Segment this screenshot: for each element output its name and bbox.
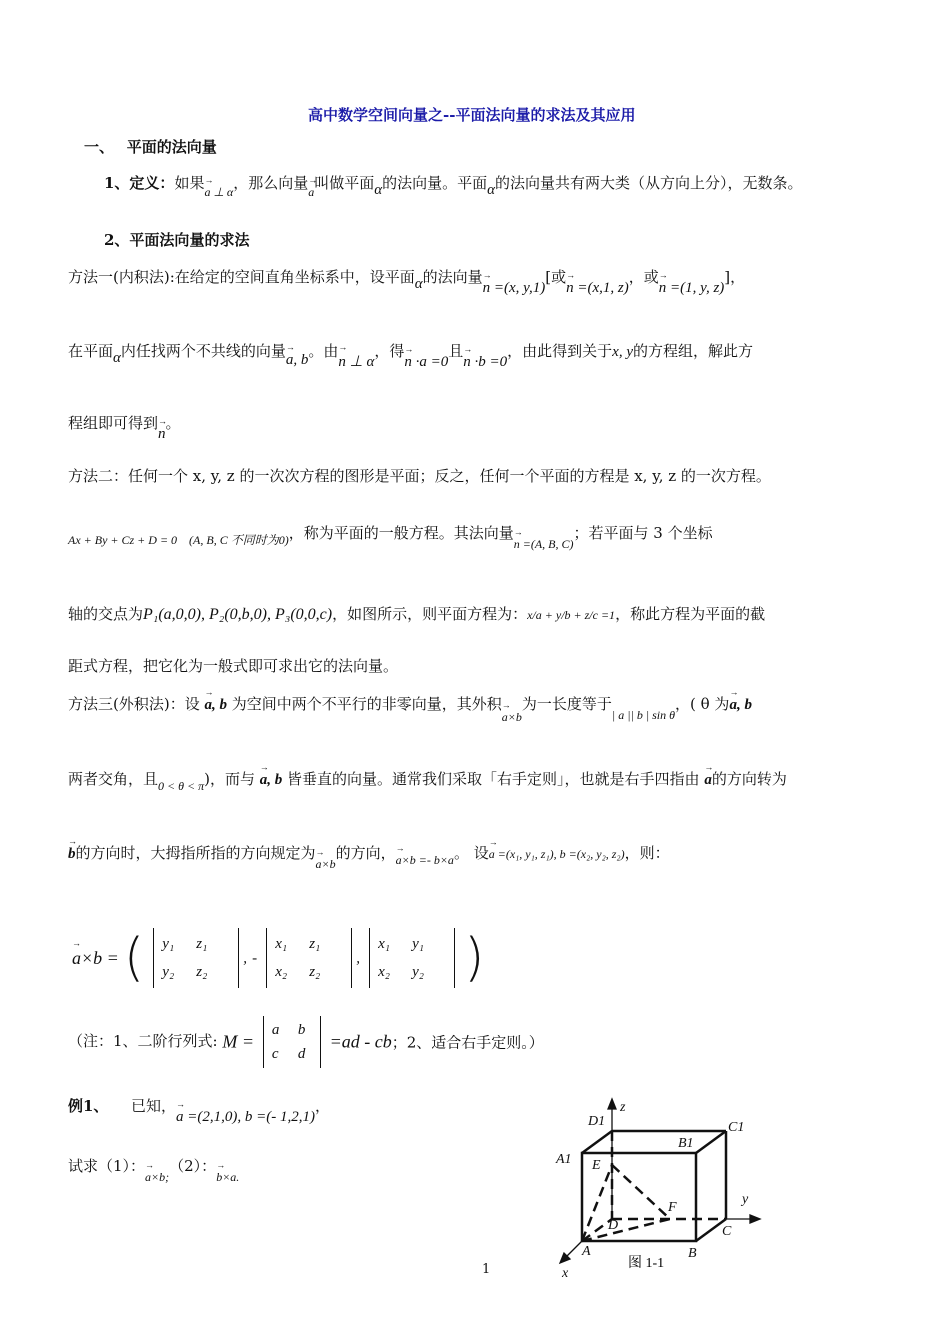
method3-line2: 两者交角，且$_{0 < \theta < \pi}$)，而与 → a, b 皆垂直的向量。通常我们采取「右手定则」，也就是右手四指由 → a的方向转为	[68, 768, 787, 794]
doc-title: 高中数学空间向量之--平面法向量的求法及其应用	[308, 106, 636, 124]
label-a: A	[582, 1244, 591, 1259]
method2-line4: 距式方程，把它化为一般式即可求出它的法向量。	[68, 657, 399, 675]
section-heading-methods: 2、平面法向量的求法	[104, 231, 250, 249]
label-z: z	[620, 1100, 626, 1115]
determinant-2: x₁ z₁ x₂ z₂	[266, 928, 352, 988]
label-y: y	[742, 1192, 749, 1207]
label-d1: D1	[588, 1114, 606, 1129]
label-c1: C1	[728, 1120, 745, 1135]
method2-line2: $_{Ax + By + Cz + D = 0 (A, B, C 不同时为0)}$，称为平面的一般方程。其法向量→ n =(A, B, C)；若平面与 3 个坐标	[68, 522, 713, 552]
method3-line1: 方法三(外积法)：设 → a, b 为空间中两个不平行的非零向量，其外积→ a×b为一长度等于$_{| a || b | sin \theta}$，( θ 为→ a, b	[68, 693, 752, 725]
section-heading-normal-vector: 一、 平面的法向量	[84, 138, 217, 156]
label-e: E	[592, 1158, 601, 1173]
example-line2: 试求（1）：→ a×b;（2）：→ b×a.	[68, 1155, 239, 1185]
definition-label: 1、定义：	[104, 174, 175, 192]
label-d: D	[608, 1218, 619, 1233]
label-x: x	[562, 1266, 569, 1281]
method1-line1: 方法一(内积法):在给定的空间直角坐标系中，设平面α的法向量→ n =(x, y,1)[或→ n =(x,1, z)，或→ n =(1, y, z)]，	[68, 266, 745, 297]
determinant-1: y₁ z₁ y₂ z₂	[153, 928, 239, 988]
label-b: B	[688, 1246, 697, 1261]
label-a1: A1	[556, 1152, 572, 1167]
method2-line1: 方法二：任何一个 x, y, z 的一次次方程的图形是平面；反之，任何一个平面的方程是 x, y, z 的一次方程。	[68, 467, 771, 485]
label-c: C	[722, 1224, 732, 1239]
definition-line: 1、定义：如果→ a ⊥ α，那么向量→ a叫做平面α的法向量。平面α的法向量共有两大类（从方向上分），无数条。	[104, 172, 803, 200]
note-line: （注：1、二阶行列式: M = a b c d =ad - cb；2、适合右手定则。）	[68, 1016, 544, 1068]
method1-line2: 在平面α内任找两个不共线的向量→ a, b。由→ n ⊥ α，得→ n ·a =0且→ n ·b =0，由此得到关于x, y的方程组，解此方	[68, 340, 753, 371]
method1-line3: 程组即可得到→ n。	[68, 412, 181, 443]
label-b1: B1	[678, 1136, 694, 1151]
method3-line3: → b的方向时，大拇指所指的方向规定为→ a×b的方向，→ a×b =- b×a。 设→ a =(x₁, y₁, z₁), b =(x₂, y₂, z₂)，则：	[68, 842, 670, 872]
determinant-3: x₁ y₁ x₂ y₂	[369, 928, 455, 988]
example-line1: 例1、 已知，→ a =(2,1,0), b =(- 1,2,1)，	[68, 1095, 330, 1126]
label-f: F	[668, 1200, 677, 1215]
page-number: 1	[482, 1262, 491, 1277]
determinant-note: a b c d	[263, 1016, 321, 1068]
method2-line3: 轴的交点为P₁(a,0,0), P₂(0,b,0), P₃(0,0,c)，如图所示，则平面方程为：x/a + y/b + z/c =1，称此方程为平面的截	[68, 605, 766, 623]
cube-figure	[550, 1095, 780, 1285]
figure-caption: 图 1-1	[628, 1256, 665, 1271]
cross-product-formula: → a×b = ( y₁ z₁ y₂ z₂, - x₁ z₁ x₂ z₂, x₁ y₁ x₂ y₂ )	[72, 928, 484, 988]
